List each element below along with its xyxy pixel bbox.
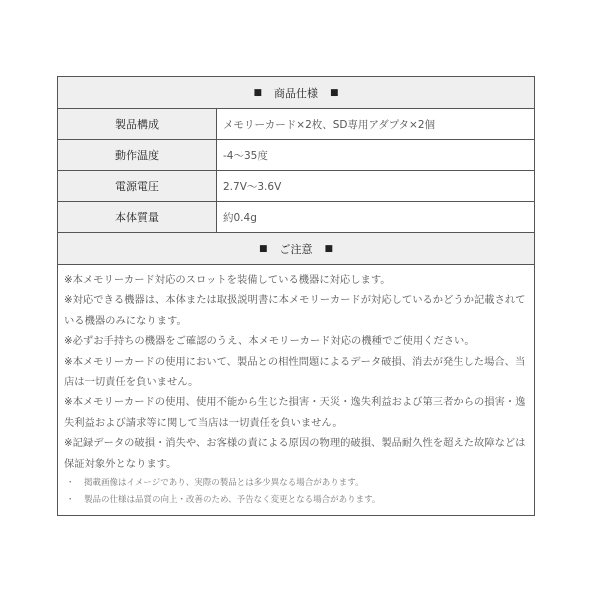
square-bullet-icon: ■ (330, 87, 339, 98)
dot-bullet-icon: ・ (66, 495, 75, 506)
square-bullet-icon: ■ (258, 243, 268, 254)
note-item: ※記録データの破損・消失や、お客様の責による原因の物理的破損、製品耐久性を超えた故障などは保証対象外となります。 (64, 437, 526, 470)
fine-print-text: 掲載画像はイメージであり、実際の製品とは多少異なる場合があります。 (84, 478, 364, 489)
notes-body (58, 265, 534, 515)
spec-row-weight (58, 202, 534, 233)
note-item: ※本メモリーカードの使用において、製品との相性問題によるデータ破損、消去が発生した場合、当店は一切責任を負いません。 (64, 355, 526, 389)
square-bullet-icon: ■ (324, 243, 334, 254)
dot-bullet-icon: ・ (66, 478, 75, 489)
fine-print-item (64, 475, 528, 492)
fine-print-text: 製品の仕様は品質の向上・改善のため、予告なく変更となる場合があります。 (84, 495, 381, 506)
spec-section-title: 商品仕様 (274, 86, 318, 100)
notes-section-title: ご注意 (279, 242, 313, 256)
spec-value: 2.7V～3.6V (223, 180, 282, 193)
spec-row-voltage (58, 171, 534, 202)
spec-label: 動作温度 (58, 140, 217, 170)
spec-label: 製品構成 (58, 109, 217, 139)
spec-section-header (58, 77, 534, 109)
notes-section-header (58, 233, 534, 265)
note-item: ※必ずお手持ちの機器をご確認のうえ、本メモリーカード対応の機種でご使用ください。 (64, 335, 475, 348)
note-item: ※対応できる機器は、本体または取扱説明書に本メモリーカードが対応しているかどうか記載されている機器のみになります。 (64, 294, 526, 327)
note-item: ※本メモリーカードの使用、使用不能から生じた損害・天災・逸失利益および第三者からの損害・逸失利益および請求等に関して当店は一切責任を負いません。 (64, 396, 526, 429)
spec-value: メモリーカード×2枚、SD専用アダプタ×2個 (223, 118, 436, 131)
spec-row-temperature (58, 140, 534, 171)
square-bullet-icon: ■ (253, 87, 262, 98)
spec-value: -4～35度 (223, 149, 268, 162)
spec-label: 本体質量 (58, 202, 217, 232)
fine-print-item (64, 492, 528, 509)
spec-label: 電源電圧 (58, 171, 217, 201)
spec-value: 約0.4g (223, 211, 257, 224)
product-info-table (57, 76, 535, 516)
fine-print (64, 475, 528, 509)
spec-row-composition (58, 109, 534, 140)
note-item: ※本メモリーカード対応のスロットを装備している機器に対応します。 (64, 274, 391, 286)
